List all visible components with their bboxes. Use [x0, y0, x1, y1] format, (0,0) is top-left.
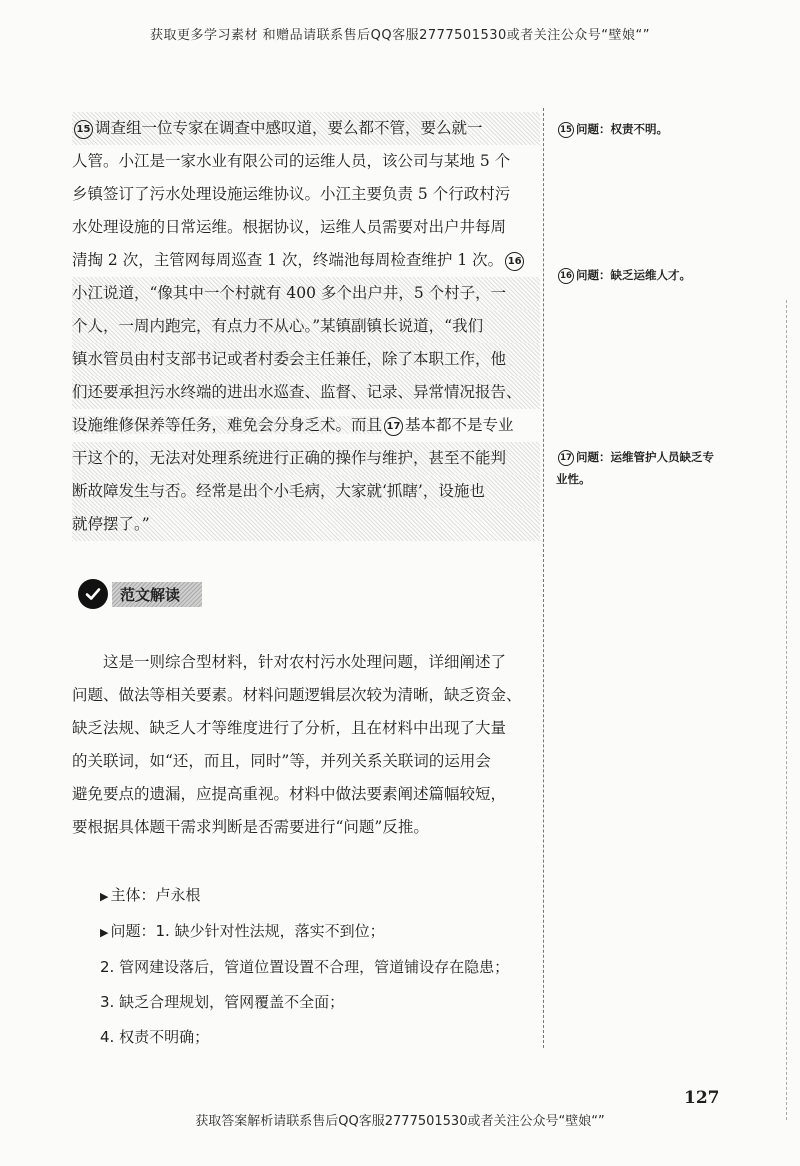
page-number: 127	[684, 1088, 720, 1108]
passage-line-11: 干这个的，无法对处理系统进行正确的操作与维护，甚至不能判	[72, 442, 540, 475]
material-passage	[72, 112, 540, 541]
passage-line-8: 镇水管员由村支部书记或者村委会主任兼任，除了本职工作，他	[72, 343, 540, 376]
summary-list	[100, 878, 550, 1055]
header-watermark-note: 获取更多学习素材 和赠品请联系售后QQ客服2777501530或者关注公众号“壁娘“”	[149, 28, 650, 43]
passage-line-6: 小江说道，“像其中一个村就有 400 多个出户井，5 个村子，一	[72, 277, 540, 310]
passage-line-10: 设施维修保养等任务，难免会分身乏术。而且 17 基本都不是专业	[72, 416, 514, 434]
page-edge-rule	[786, 300, 787, 1120]
passage-line-2: 人管。小江是一家水业有限公司的运维人员，该公司与某地 5 个	[72, 152, 511, 170]
passage-line-12: 断故障发生与否。经常是出个小毛病，大家就‘抓瞎’，设施也	[72, 475, 540, 508]
footer-watermark-note: 获取答案解析请联系售后QQ客服2777501530或者关注公众号“壁娘“”	[195, 1114, 605, 1129]
passage-line-7: 个人，一周内跑完，有点力不从心。”某镇副镇长说道，“我们	[72, 310, 540, 343]
marker-17: 17	[384, 417, 403, 436]
analysis-line: 避免要点的遗漏，应提高重视。材料中做法要素阐述篇幅较短，	[72, 785, 507, 803]
analysis-line: 的关联词，如“还，而且，同时”等，并列关系关联词的运用会	[72, 752, 491, 770]
problem-item: 2. 管网建设落后，管道位置设置不合理，管道铺设存在隐患；	[100, 958, 510, 976]
triangle-bullet-icon: ▶	[100, 890, 109, 903]
passage-line-13: 就停摆了。”	[72, 508, 540, 541]
passage-line-9: 们还要承担污水终端的进出水巡查、监督、记录、异常情况报告、	[72, 376, 540, 409]
subject-row: ▶ 主体：卢永根	[100, 878, 550, 914]
problem-item: 3. 缺乏合理规划，管网覆盖不全面；	[100, 993, 345, 1011]
passage-line-4: 水处理设施的日常运维。根据协议，运维人员需要对出户井每周	[72, 218, 507, 236]
triangle-bullet-icon: ▶	[100, 926, 109, 939]
passage-line-5: 清掏 2 次，主管网每周巡查 1 次，终端池每周检查维护 1 次。 16	[72, 244, 540, 277]
analysis-line: 这是一则综合型材料，针对农村污水处理问题，详细阐述了	[103, 653, 507, 671]
marker-15: 15	[74, 120, 93, 139]
marker-16: 16	[505, 252, 524, 271]
section-heading	[78, 578, 202, 610]
margin-note-15: 15 问题：权责不明。	[556, 118, 731, 140]
note-marker-16: 16	[558, 268, 574, 284]
analysis-paragraph	[72, 646, 540, 844]
passage-line-3: 乡镇签订了污水处理设施运维协议。小江主要负责 5 个行政村污	[72, 185, 511, 203]
note-marker-17: 17	[558, 450, 574, 466]
margin-note-16: 16 问题：缺乏运维人才。	[556, 264, 724, 286]
passage-line-1: 15 调查组一位专家在调查中感叹道，要么都不管，要么就一	[72, 112, 540, 145]
analysis-line: 要根据具体题干需求判断是否需要进行“问题”反推。	[72, 818, 429, 836]
checkmark-icon	[78, 579, 108, 609]
margin-note-17: 17 问题：运维管护人员缺乏专业性。	[556, 450, 714, 486]
note-marker-15: 15	[558, 122, 574, 138]
problem-row: ▶ 问题：1. 缺少针对性法规，落实不到位；	[100, 914, 550, 950]
analysis-line: 缺乏法规、缺乏人才等维度进行了分析，且在材料中出现了大量	[72, 719, 507, 737]
analysis-line: 问题、做法等相关要素。材料问题逻辑层次较为清晰，缺乏资金、	[72, 686, 522, 704]
section-title: 范文解读	[112, 582, 202, 607]
problem-item: 4. 权责不明确；	[100, 1028, 210, 1046]
